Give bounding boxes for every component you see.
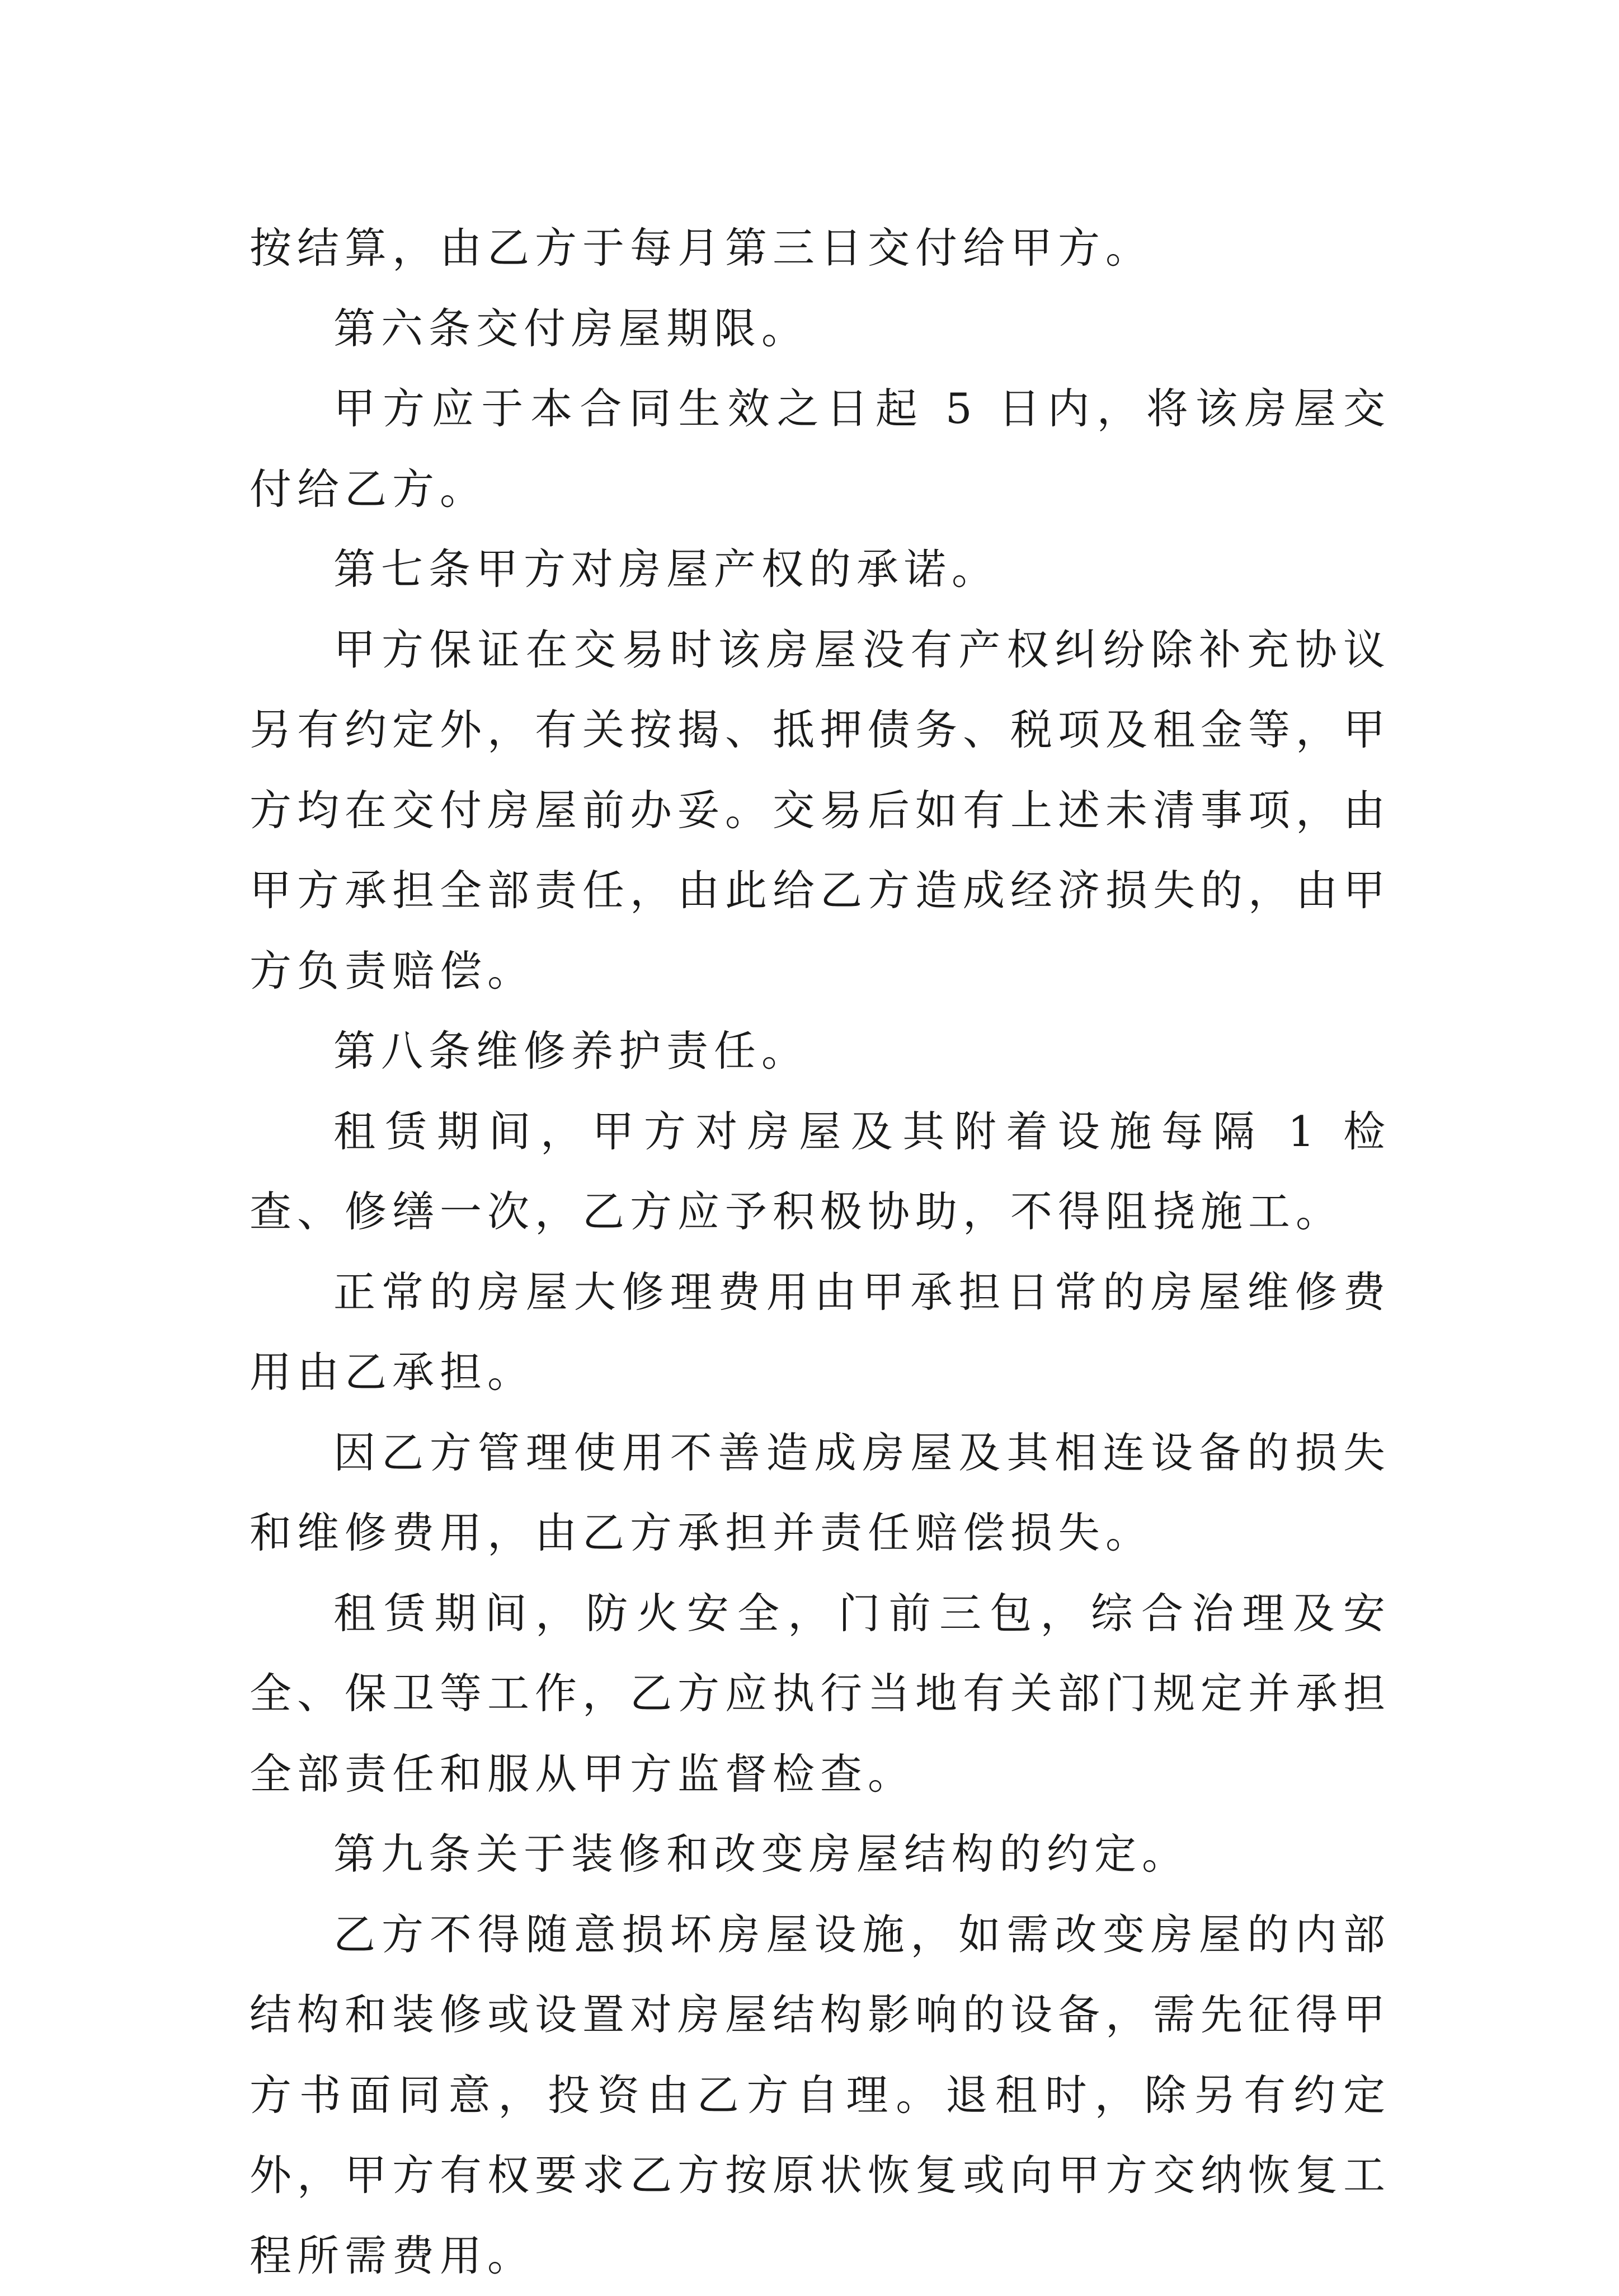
paragraph-property-warranty: 甲方保证在交易时该房屋没有产权纠纷除补充协议另有约定外，有关按揭、抵押债务、税项及租金等，甲方均在交付房屋前办妥。交易后如有上述未清事项，由甲方承担全部责任，由此给乙方造成经济损失的，由甲方负责赔偿。 (250, 610, 1391, 1012)
contract-body (250, 208, 1391, 2296)
heading-article-6: 第六条交付房屋期限。 (250, 289, 1391, 369)
heading-article-7: 第七条甲方对房屋产权的承诺。 (250, 529, 1391, 610)
paragraph-safety-duties: 租赁期间，防火安全，门前三包，综合治理及安全、保卫等工作，乙方应执行当地有关部门规定并承担全部责任和服从甲方监督检查。 (250, 1574, 1391, 1815)
heading-article-9: 第九条关于装修和改变房屋结构的约定。 (250, 1814, 1391, 1895)
paragraph-maintenance-inspection: 租赁期间，甲方对房屋及其附着设施每隔 1 检查、修缮一次，乙方应予积极协助，不得阻挠施工。 (250, 1092, 1391, 1252)
heading-article-8: 第八条维修养护责任。 (250, 1011, 1391, 1092)
paragraph-delivery-period: 甲方应于本合同生效之日起 5 日内，将该房屋交付给乙方。 (250, 369, 1391, 529)
paragraph-repair-costs: 正常的房屋大修理费用由甲承担日常的房屋维修费用由乙承担。 (250, 1252, 1391, 1413)
paragraph-damage-liability: 因乙方管理使用不善造成房屋及其相连设备的损失和维修费用，由乙方承担并责任赔偿损失。 (250, 1413, 1391, 1574)
paragraph-renovation-terms: 乙方不得随意损坏房屋设施，如需改变房屋的内部结构和装修或设置对房屋结构影响的设备，需先征得甲方书面同意，投资由乙方自理。退租时，除另有约定外，甲方有权要求乙方按原状恢复或向甲方交纳恢复工程所需费用。 (250, 1895, 1391, 2296)
paragraph-rent-settlement: 按结算，由乙方于每月第三日交付给甲方。 (250, 208, 1391, 289)
